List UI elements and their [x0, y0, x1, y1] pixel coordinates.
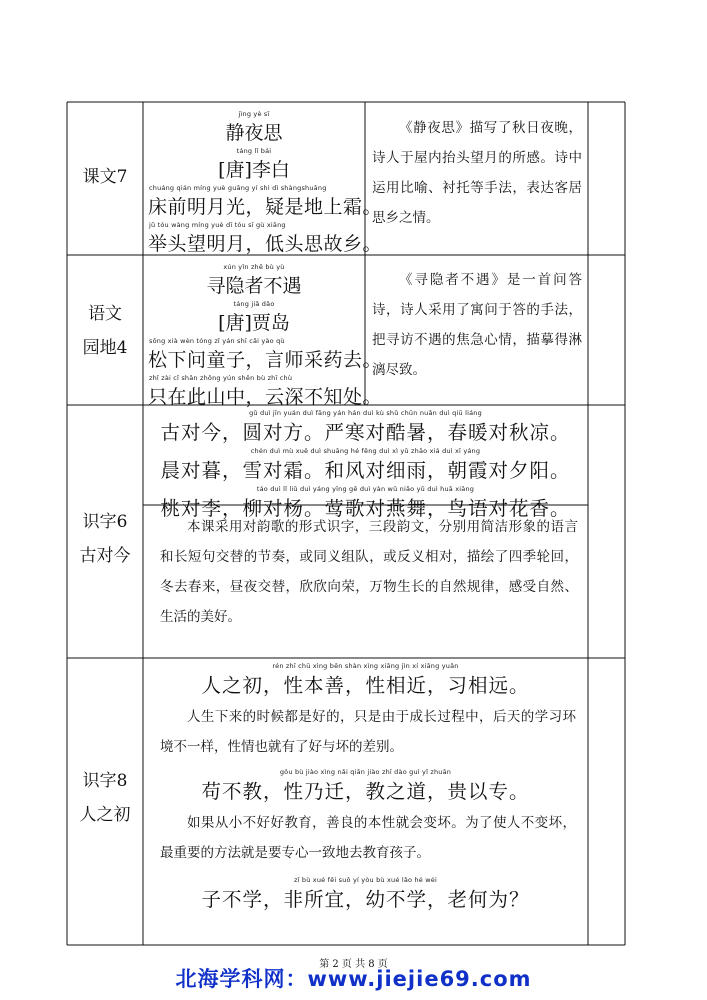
pinyin: gǔ duì jīn yuán duì fāng yán hán duì kù shǔ chūn nuǎn duì qiū liáng	[249, 409, 482, 417]
pinyin: táng lǐ bái	[236, 147, 272, 155]
row-label-kewen7: 课文7	[82, 167, 128, 187]
rhyme-line: 古对今，圆对方。严寒对酷暑，春暖对秋凉。	[160, 421, 571, 444]
label-line: 园地4	[82, 338, 128, 358]
pinyin: chén duì mù xuě duì shuāng hé fēng duì xì yǔ zhāo xiá duì xī yáng	[250, 447, 481, 455]
poem-title: 寻隐者不遇	[206, 275, 302, 297]
row-label-shizi8	[67, 764, 143, 832]
rhyme-gu-dui-jin	[143, 409, 588, 521]
pinyin: jìng yè sī	[238, 110, 270, 118]
poem-note: 《寻隐者不遇》是一首问答诗，诗人采用了寓问于答的手法，把寻访不遇的焦急心情，描摹得淋漓尽致。	[372, 272, 582, 378]
label-line: 识字6	[82, 512, 128, 532]
pinyin: zhǐ zài cǐ shān zhōng yún shēn bù zhī chù	[149, 374, 293, 382]
sanzijing-section	[143, 662, 588, 912]
pinyin: táng jiǎ dǎo	[233, 300, 275, 308]
poem-line: 举头望明月，低头思故乡。	[148, 233, 383, 255]
label-line: 识字8	[82, 771, 128, 791]
pinyin: gǒu bù jiào xìng nǎi qiān jiào zhī dào guì yǐ zhuān	[279, 768, 452, 776]
poem-line: 松下问童子，言师采药去。	[148, 349, 383, 371]
poem-author: [唐]贾岛	[218, 312, 290, 334]
pinyin: táo duì lǐ liǔ duì yáng yīng gē duì yàn wǔ niǎo yǔ duì huā xiāng	[256, 485, 475, 493]
pinyin: chuáng qián míng yuè guāng yí shì dì shàngshuāng	[149, 184, 327, 192]
classic-line: 人之初，性本善，性相近，习相远。	[201, 674, 530, 697]
classic-line: 子不学，非所宜，幼不学，老何为？	[201, 888, 530, 911]
pinyin: xún yǐn zhě bù yù	[223, 263, 285, 271]
row-label-shizi6	[67, 505, 143, 573]
pinyin: jǔ tóu wàng míng yuè dī tóu sī gù xiāng	[149, 221, 286, 229]
lesson-summary: 本课采用对韵歌的形式识字，三段韵文，分别用简洁形象的语言和长短句交替的节奏，或同义组队，或反义相对，描绘了四季轮回，冬去春来，昼夜交替，欣欣向荣，万物生长的自然规律，感受自然、生活的美好。	[160, 519, 578, 625]
pinyin: sōng xià wèn tóng zǐ yán shī cǎi yào qù	[149, 337, 285, 345]
website-watermark[interactable]: 北海学科网：www.jiejie69.com	[175, 967, 532, 991]
poem-xunyinzhe	[143, 263, 383, 409]
poem-jingyesi	[143, 110, 383, 256]
pinyin: zǐ bù xué fēi suǒ yí yòu bù xué lǎo hé wéi	[294, 876, 437, 884]
classic-line: 苟不教，性乃迁，教之道，贵以专。	[201, 780, 530, 803]
page-number: 第 2 页 共 8 页	[319, 959, 388, 970]
poem-title: 静夜思	[225, 122, 283, 144]
label-line: 语文	[88, 304, 122, 324]
pinyin: rén zhī chū xìng běn shàn xìng xiāng jìn xí xiāng yuǎn	[272, 662, 459, 670]
explanation: 如果从小不好好教育，善良的本性就会变坏。为了使人不变坏，最重要的方法就是要专心一致地去教育孩子。	[160, 815, 576, 861]
poem-author: [唐]李白	[218, 159, 290, 181]
rhyme-line: 晨对暮，雪对霜。和风对细雨，朝霞对夕阳。	[160, 459, 571, 482]
poem-line: 床前明月光，疑是地上霜。	[148, 196, 383, 218]
poem-line: 只在此山中，云深不知处。	[148, 386, 383, 408]
poem-note: 《静夜思》描写了秋日夜晚，诗人于屋内抬头望月的所感。诗中运用比喻、衬托等手法，表达客居思乡之情。	[372, 120, 582, 226]
row-label-yuwenyuandi4	[67, 297, 143, 365]
label-line: 古对今	[79, 546, 131, 566]
explanation: 人生下来的时候都是好的，只是由于成长过程中，后天的学习环境不一样，性情也就有了好与坏的差别。	[160, 709, 576, 755]
rhyme-line: 桃对李，柳对杨。莺歌对燕舞，鸟语对花香。	[160, 497, 571, 520]
label-line: 人之初	[79, 805, 131, 825]
